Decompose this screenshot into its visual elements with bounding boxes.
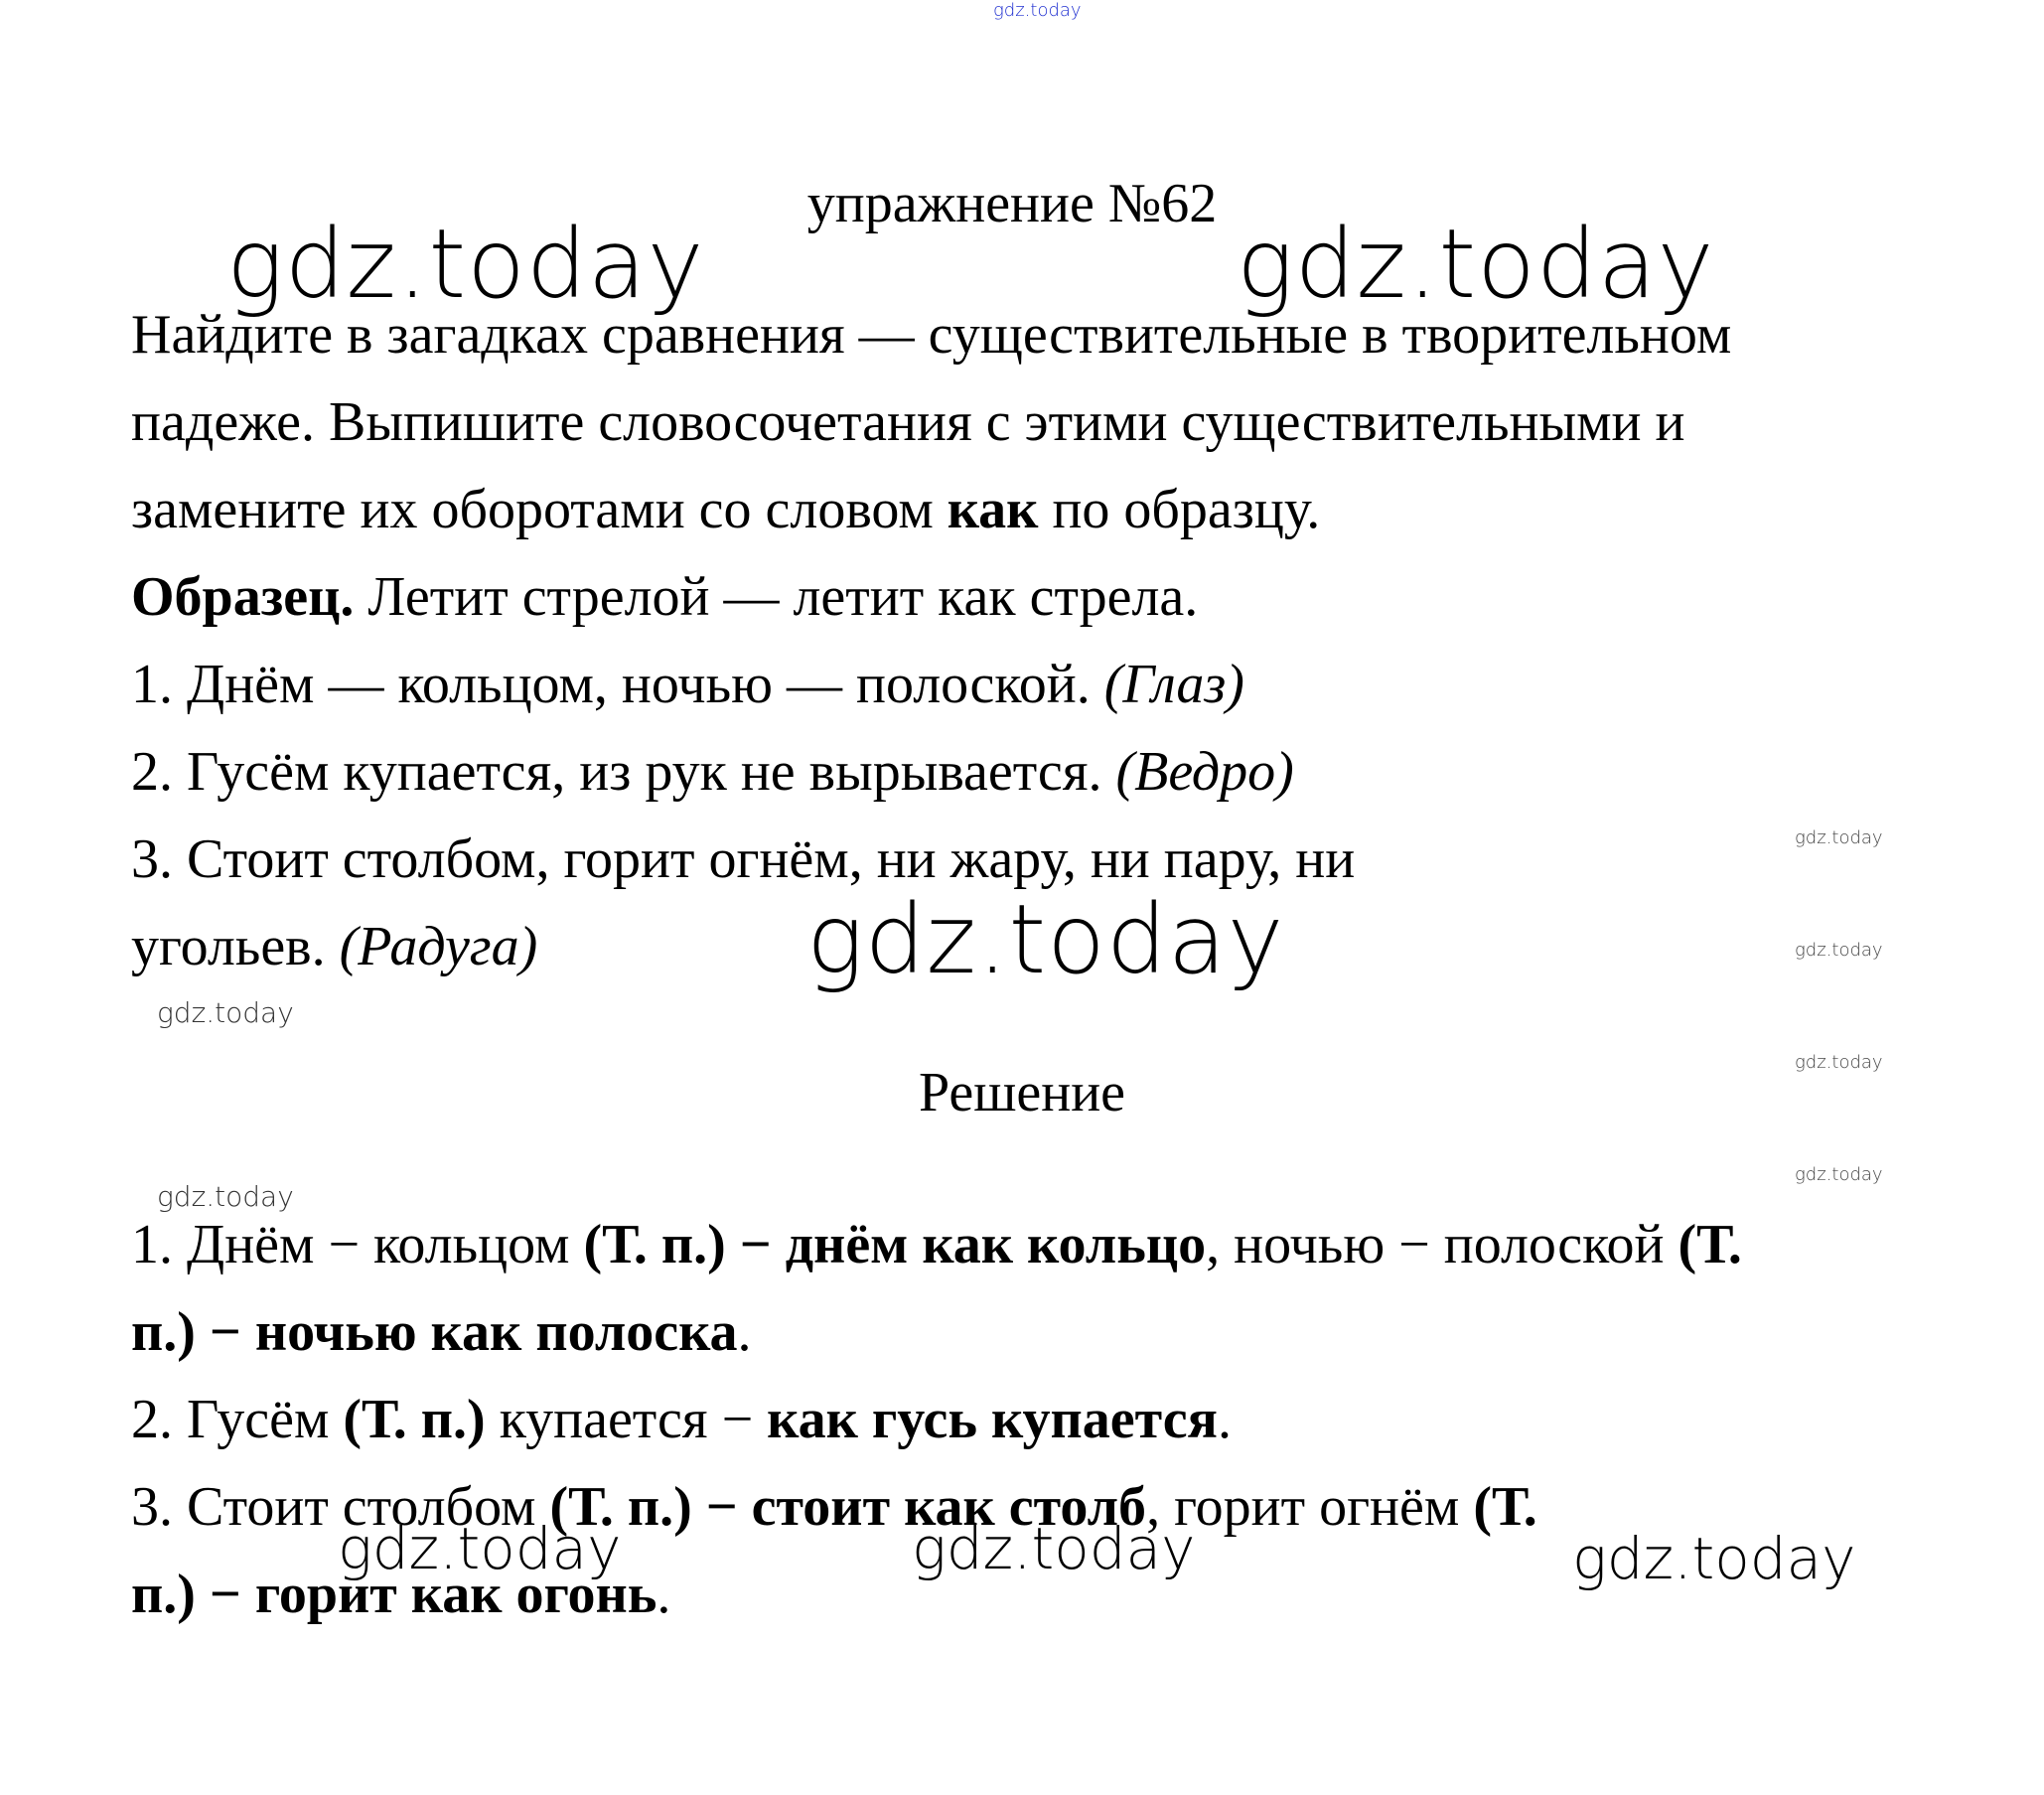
watermark: gdz.today — [912, 1515, 1196, 1582]
solution-text: . — [657, 1564, 671, 1625]
sample-label: Образец. — [131, 566, 355, 628]
solution-heading: Решение — [918, 1062, 1126, 1123]
solution-line-5 — [131, 1560, 670, 1629]
task-line-3 — [131, 475, 1320, 544]
solution-line-4 — [131, 1472, 1537, 1542]
riddle-answer: (Радуга) — [339, 916, 538, 977]
watermark: gdz.today — [993, 0, 1082, 21]
solution-text: 2. Гусём — [131, 1389, 344, 1450]
watermark: gdz.today — [1795, 1164, 1883, 1185]
riddle-text: 1. Днём — кольцом, ночью — полоской. — [131, 654, 1104, 715]
riddle-2 — [131, 737, 1294, 807]
solution-text: купается − — [485, 1389, 768, 1450]
solution-text: 1. Днём − кольцом — [131, 1214, 584, 1275]
task-line-3-start: замените их оборотами со словом — [131, 479, 948, 540]
watermark: gdz.today — [1795, 1052, 1883, 1073]
task-line-3-end: по образцу. — [1038, 479, 1321, 540]
sample-line — [131, 562, 1198, 632]
solution-text: . — [737, 1301, 752, 1363]
solution-text: , горит огнём — [1146, 1476, 1474, 1538]
watermark: gdz.today — [1237, 209, 1715, 320]
solution-bold: (Т. — [1473, 1476, 1537, 1538]
solution-text: , ночью − полоской — [1206, 1214, 1679, 1275]
watermark: gdz.today — [1795, 827, 1883, 848]
watermark: gdz.today — [806, 884, 1285, 995]
solution-bold: п.) − ночью как полоска — [131, 1301, 738, 1363]
riddle-text: угольев. — [131, 916, 340, 977]
solution-bold: п.) − горит как огонь — [131, 1564, 657, 1625]
keyword-kak: как — [947, 479, 1039, 540]
riddle-1 — [131, 650, 1244, 719]
task-line-1: Найдите в загадках сравнения — существительные в творительном — [131, 304, 1732, 366]
solution-bold: как гусь купается — [767, 1389, 1218, 1450]
solution-text: 3. Стоит столбом — [131, 1476, 550, 1538]
solution-line-1 — [131, 1210, 1742, 1279]
watermark: gdz.today — [157, 996, 294, 1029]
exercise-title — [0, 169, 2044, 238]
riddle-text: 2. Гусём купается, из рук не вырывается. — [131, 741, 1116, 803]
solution-bold: (Т. — [1678, 1214, 1742, 1275]
solution-text: . — [1217, 1389, 1232, 1450]
solution-line-2 — [131, 1297, 752, 1367]
watermark: gdz.today — [338, 1515, 622, 1582]
solution-bold: (Т. п.) − стоит как столб — [549, 1476, 1147, 1538]
watermark: gdz.today — [157, 1180, 294, 1213]
riddle-3 — [131, 824, 1355, 894]
solution-bold: (Т. п.) − днём как кольцо — [583, 1214, 1207, 1275]
solution-line-3 — [131, 1385, 1232, 1454]
exercise-title-text: упражнение №62 — [806, 173, 1218, 234]
watermark: gdz.today — [1572, 1525, 1856, 1592]
riddle-text: 3. Стоит столбом, горит огнём, ни жару, ни пару, ни — [131, 828, 1356, 890]
riddle-answer: (Глаз) — [1103, 654, 1244, 715]
task-line-2: падеже. Выпишите словосочетания с этими существительными и — [131, 391, 1685, 453]
riddle-3-continued — [131, 912, 537, 981]
riddle-answer: (Ведро) — [1115, 741, 1294, 803]
sample-text: Летит стрелой — летит как стрела. — [354, 566, 1199, 628]
watermark: gdz.today — [1795, 940, 1883, 961]
solution-bold: (Т. п.) — [343, 1389, 486, 1450]
watermark: gdz.today — [226, 209, 705, 320]
